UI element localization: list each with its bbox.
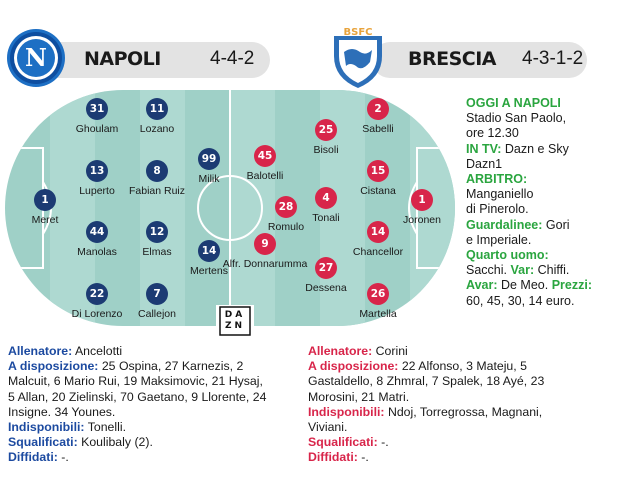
brescia-coach-label: Allenatore: (308, 344, 373, 358)
napoli-unavailable: Tonelli. (87, 420, 126, 435)
napoli-details (8, 344, 266, 466)
brescia-player-name: Alfr. Donnarumma (222, 258, 308, 270)
napoli-warned: -. (61, 450, 69, 465)
brescia-player-number: 9 (254, 233, 276, 255)
napoli-player-name: Meret (31, 214, 59, 226)
brescia-team-name: BRESCIA (408, 48, 496, 70)
napoli-player-number: 44 (86, 221, 108, 243)
brescia-player-number: 27 (315, 257, 337, 279)
napoli-bench-line: 25 Ospina, 27 Karnezis, 2 (101, 359, 244, 374)
brescia-player-number: 2 (367, 98, 389, 120)
dazn-logo (216, 305, 254, 337)
brescia-player-number: 15 (367, 160, 389, 182)
brescia-unavailable-label: Indisponibili: (308, 404, 385, 419)
brescia-player-number: 14 (367, 221, 389, 243)
tv-channel-2: Dazn1 (466, 156, 503, 171)
napoli-team-name: NAPOLI (84, 48, 161, 70)
info-panel (466, 96, 592, 309)
brescia-player-name: Joronen (403, 214, 441, 226)
napoli-player-number: 8 (146, 160, 168, 182)
napoli-coach: Ancelotti (74, 344, 123, 358)
var-label: Var: (510, 263, 535, 278)
napoli-logo (6, 28, 66, 88)
brescia-player-number: 26 (367, 283, 389, 305)
napoli-player-number: 11 (146, 98, 168, 120)
dazn-logo-text: DAZN (224, 310, 246, 331)
var-name: Chiffi. (537, 263, 570, 278)
linesmen-label: Guardalinee: (466, 217, 543, 232)
napoli-bench-line: 5 Allan, 20 Zielinski, 70 Gaetano, 9 Llorente, 24 (8, 389, 267, 404)
napoli-player-name: Lozano (139, 123, 175, 135)
referee-name: Manganiello (466, 187, 534, 202)
brescia-player-name: Balotelli (246, 170, 284, 182)
brescia-player-name: Cistana (360, 185, 396, 197)
linesmen-1: Gori (545, 217, 570, 232)
fourth-official-label: Quarto uomo: (466, 248, 549, 263)
referee-label: ARBITRO: (466, 172, 528, 187)
napoli-player-number: 31 (86, 98, 108, 120)
match-location-label: OGGI A NAPOLI (466, 96, 561, 110)
napoli-bench-line: Malcuit, 6 Mario Rui, 19 Maksimovic, 21 Hysaj, (8, 374, 263, 389)
tv-label: IN TV: (466, 141, 502, 156)
avar-label: Avar: (466, 278, 498, 293)
napoli-player-number: 99 (198, 148, 220, 170)
napoli-unavailable-label: Indisponibili: (8, 420, 85, 435)
fourth-official: Sacchi. (466, 263, 507, 278)
napoli-suspended-label: Squalificati: (8, 435, 78, 450)
napoli-logo-letter: N (25, 43, 47, 72)
napoli-formation: 4-4-2 (210, 48, 255, 69)
brescia-suspended-label: Squalificati: (308, 435, 378, 450)
napoli-player-number: 13 (86, 160, 108, 182)
brescia-player-name: Dessena (305, 282, 347, 294)
napoli-suspended: Koulibaly (2). (81, 435, 153, 450)
napoli-warned-label: Diffidati: (8, 450, 58, 465)
kickoff-time: ore 12.30 (466, 126, 519, 141)
avar-name: De Meo. (500, 278, 549, 293)
brescia-player-name: Chancellor (352, 246, 404, 258)
brescia-warned: -. (361, 450, 369, 465)
napoli-player-number: 12 (146, 221, 168, 243)
napoli-player-name: Mertens (190, 265, 228, 277)
napoli-player-name: Luperto (79, 185, 115, 197)
brescia-logo (330, 26, 386, 90)
brescia-player-number: 45 (254, 145, 276, 167)
napoli-player-name: Ghoulam (75, 123, 119, 135)
napoli-player-name: Manolas (77, 246, 117, 258)
brescia-bench-line: Morosini, 21 Matri. (308, 389, 410, 404)
brescia-bench-line: 22 Alfonso, 3 Mateju, 5 (401, 359, 527, 374)
brescia-player-number: 28 (275, 196, 297, 218)
brescia-player-number: 1 (411, 189, 433, 211)
brescia-coach: Corini (375, 344, 408, 358)
brescia-unavailable: Ndoj, Torregrossa, Magnani, (387, 404, 543, 419)
brescia-player-name: Martella (359, 308, 397, 320)
brescia-bench-label: A disposizione: (308, 359, 399, 374)
referee-origin: di Pinerolo. (466, 202, 529, 217)
napoli-bench-label: A disposizione: (8, 359, 99, 374)
brescia-player-name: Bisoli (313, 144, 339, 156)
brescia-suspended: -. (381, 435, 389, 450)
napoli-player-name: Di Lorenzo (71, 308, 123, 320)
brescia-player-name: Tonali (312, 212, 340, 224)
brescia-unavailable-line: Viviani. (308, 420, 348, 435)
prices-label: Prezzi: (551, 278, 593, 293)
prices: 60, 45, 30, 14 euro. (466, 293, 575, 308)
brescia-player-name: Romulo (267, 221, 305, 233)
linesmen-2: e Imperiale. (466, 232, 532, 247)
napoli-bench-line: Insigne. 34 Younes. (8, 404, 116, 419)
stadium: Stadio San Paolo, (466, 111, 567, 126)
napoli-player-number: 1 (34, 189, 56, 211)
brescia-player-number: 25 (315, 119, 337, 141)
napoli-coach-label: Allenatore: (8, 344, 73, 358)
napoli-player-number: 22 (86, 283, 108, 305)
brescia-details (308, 344, 544, 466)
napoli-player-name: Fabian Ruiz (128, 185, 186, 197)
brescia-formation: 4-3-1-2 (522, 48, 584, 69)
brescia-warned-label: Diffidati: (308, 450, 358, 465)
napoli-player-name: Milik (198, 173, 220, 185)
tv-channels: Dazn e Sky (504, 141, 569, 156)
napoli-player-number: 14 (198, 240, 220, 262)
brescia-bench-line: Gastaldello, 8 Zhmral, 7 Spalek, 18 Ayé, 23 (308, 374, 545, 389)
brescia-logo-text: BSFC (343, 27, 373, 38)
brescia-player-number: 4 (315, 187, 337, 209)
napoli-player-name: Callejon (138, 308, 176, 320)
brescia-player-name: Sabelli (362, 123, 394, 135)
napoli-player-number: 7 (146, 283, 168, 305)
napoli-player-name: Elmas (142, 246, 172, 258)
